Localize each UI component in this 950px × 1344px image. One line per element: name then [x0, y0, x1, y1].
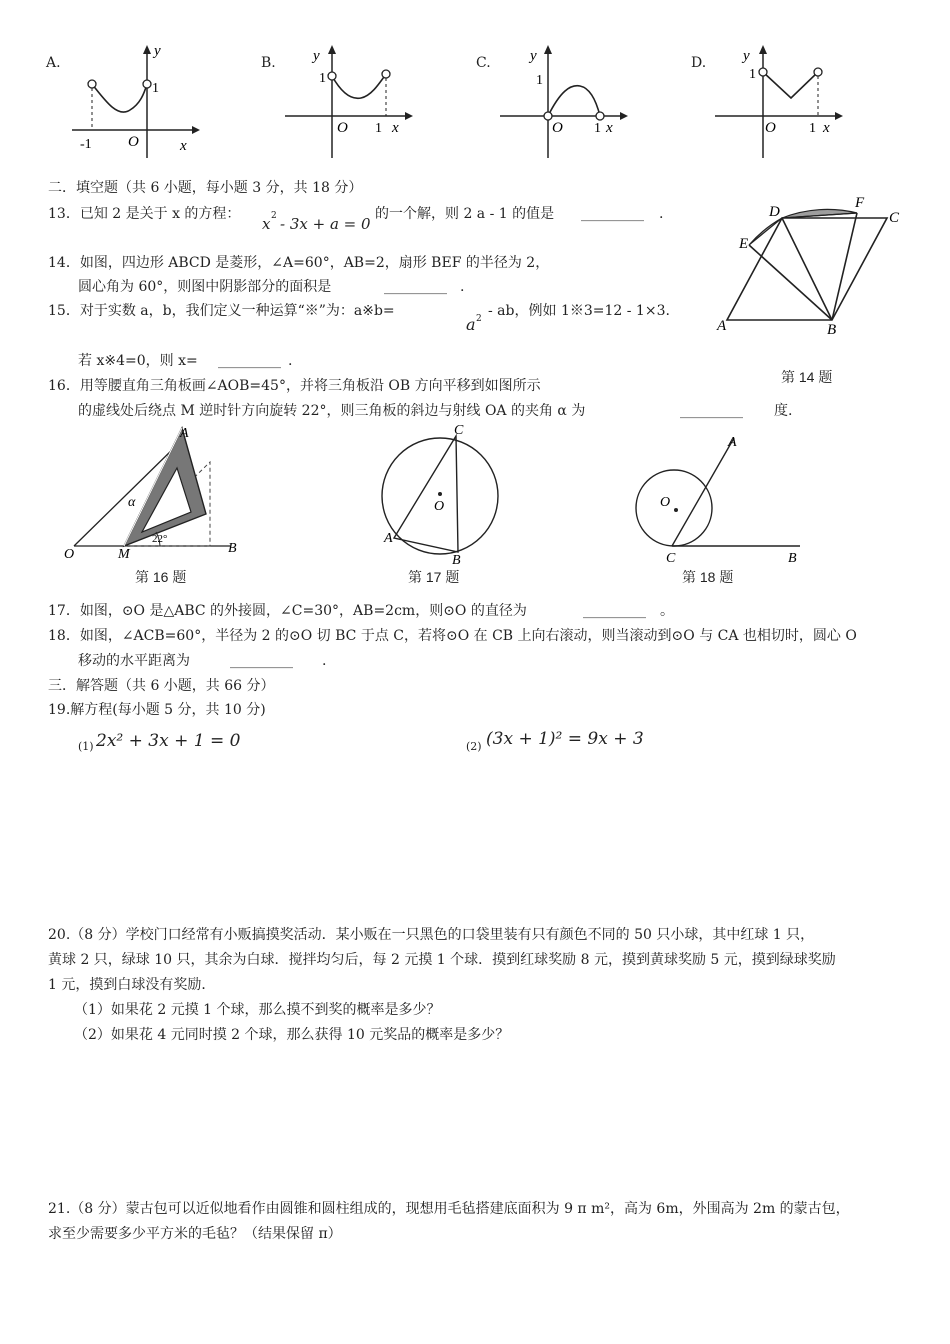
graph-c-svg — [470, 40, 640, 165]
point-label: C — [666, 551, 676, 566]
q21-line2: 求至少需要多少平方米的毛毡？（结果保留 π） — [48, 1226, 342, 1242]
point-label: O — [434, 499, 445, 514]
q15-end: . — [288, 353, 293, 369]
point-label: B — [228, 541, 237, 556]
section-title: 二．填空题（共 6 小题，每小题 3 分，共 18 分） — [48, 180, 363, 196]
figure-17 — [370, 420, 510, 590]
q19-part2 — [466, 726, 766, 754]
graph-b-svg — [255, 40, 425, 165]
origin-label: O — [128, 134, 139, 150]
q18-answer-blank[interactable]: _________ — [230, 653, 293, 669]
q19-part-label: (1) — [78, 740, 94, 753]
tick-label: 1 — [749, 67, 756, 82]
tick-label: 1 — [375, 121, 382, 136]
point-label: A — [384, 531, 393, 546]
x-axis-label: x — [180, 138, 187, 154]
q14-end: . — [460, 279, 465, 295]
q20-line2: 黄球 2 只，绿球 10 只，其余为白球．搅拌均匀后，每 2 元摸 1 个球．摸到红球奖励 8 元，摸到黄球奖励 5 元，摸到绿球奖励 — [48, 952, 836, 968]
q21-line1: 21.（8 分）蒙古包可以近似地看作由圆锥和圆柱组成的，现想用毛毡搭建底面积为 9 π m²，高为 6m，外围高为 2m 的蒙古包， — [48, 1201, 850, 1217]
question-17 — [48, 602, 748, 622]
q19-title: 19.解方程(每小题 5 分，共 10 分) — [48, 702, 266, 718]
q16-line1: 16．用等腰直角三角板画∠AOB=45°，并将三角板沿 OB 方向平移到如图所示 — [48, 378, 541, 394]
option-label: C. — [476, 55, 491, 71]
q15-text-post: - ab，例如 1※3=12 - 1×3. — [488, 303, 670, 319]
point-label: O — [64, 547, 75, 562]
q13-equation-rest: - 3x + a = 0 — [280, 215, 371, 233]
point-label: A — [717, 318, 727, 334]
q17-answer-blank[interactable]: _________ — [583, 603, 646, 619]
section-title: 三．解答题（共 6 小题，共 66 分） — [48, 678, 275, 694]
q14-line2-row — [78, 278, 498, 298]
graph-option-c — [470, 40, 640, 165]
x-axis-label: x — [823, 120, 830, 136]
q19-part-label: (2) — [466, 740, 482, 753]
figure-14-svg — [705, 190, 915, 340]
point-label: B — [452, 553, 461, 568]
x-axis-label: x — [606, 120, 613, 136]
figure-18-svg — [630, 420, 820, 570]
origin-label: O — [552, 120, 563, 136]
q13-end: . — [659, 206, 664, 222]
option-label: B. — [261, 55, 276, 71]
q13-text: 13．已知 2 是关于 x 的方程： — [48, 206, 241, 222]
q13-answer-blank[interactable]: _________ — [581, 206, 644, 222]
point-label: A — [180, 426, 189, 441]
tick-label: 1 — [594, 121, 601, 136]
graph-option-a — [40, 40, 210, 165]
question-15 — [48, 302, 708, 372]
q20-line1: 20.（8 分）学校门口经常有小贩搞摸奖活动．某小贩在一只黑色的口袋里装有只有颜色不同的 50 只小球，其中红球 1 只， — [48, 927, 815, 943]
q18-line2-row — [78, 652, 378, 672]
y-axis-label: y — [313, 48, 320, 64]
q18-line1: 18．如图，∠ACB=60°，半径为 2 的⊙O 切 BC 于点 C，若将⊙O 在 CB 上向右滚动，则当滚动到⊙O 与 CA 也相切时，圆心 O — [48, 628, 857, 644]
q13-equation-exp: 2 — [271, 211, 277, 221]
figure-caption: 第 16 题 — [135, 569, 187, 585]
q17-text: 17．如图，⊙O 是△ABC 的外接圆，∠C=30°，AB=2cm，则⊙O 的直径为 — [48, 603, 527, 619]
figure-16 — [60, 420, 250, 590]
figure-16-svg — [60, 420, 250, 570]
point-label: E — [739, 236, 749, 252]
figure-caption: 第 14 题 — [781, 369, 833, 385]
q16-end: 度. — [774, 403, 793, 419]
tick-label: 1 — [809, 121, 816, 136]
q15-formula-a: a — [466, 315, 476, 334]
q14-answer-blank[interactable]: _________ — [384, 279, 447, 295]
q20-line3: 1 元，摸到白球没有奖励． — [48, 977, 216, 993]
origin-label: O — [765, 120, 776, 136]
option-label: A. — [46, 55, 61, 71]
point-label: O — [660, 495, 671, 510]
point-label: C — [454, 423, 464, 438]
q15-text: 15．对于实数 a，b，我们定义一种运算“※”为：a※b= — [48, 303, 395, 319]
figure-caption: 第 18 题 — [682, 569, 734, 585]
origin-label: O — [337, 120, 348, 136]
point-label: B — [827, 322, 837, 338]
question-13 — [48, 203, 728, 231]
q13-equation: x — [262, 215, 271, 233]
figure-18 — [630, 420, 820, 590]
q19-part1 — [78, 728, 378, 754]
graph-a-svg — [40, 40, 210, 165]
y-axis-label: y — [154, 43, 161, 59]
point-label: B — [788, 551, 797, 566]
graph-option-b — [255, 40, 425, 165]
q15-formula-exp: 2 — [476, 314, 482, 324]
option-label: D. — [691, 55, 707, 71]
q18-end: . — [322, 653, 327, 669]
figure-17-svg — [370, 420, 510, 570]
point-label: D — [769, 204, 780, 220]
point-label: C — [889, 210, 900, 226]
q14-line2: 圆心角为 60°，则图中阴影部分的面积是 — [78, 279, 332, 295]
tick-label: -1 — [80, 137, 92, 152]
graph-option-d — [685, 40, 855, 165]
q19-equation-2: (3x + 1)² = 9x + 3 — [486, 729, 644, 749]
q19-equation-1: 2x² + 3x + 1 = 0 — [96, 731, 241, 751]
tick-label: 1 — [152, 81, 159, 96]
point-label: A — [728, 435, 737, 450]
x-axis-label: x — [392, 120, 399, 136]
q20-sub2: （2）如果花 4 元同时摸 2 个球，那么获得 10 元奖品的概率是多少？ — [74, 1027, 510, 1043]
q16-line2-row — [78, 402, 798, 422]
point-label: F — [855, 195, 865, 211]
tick-label: 1 — [536, 73, 543, 88]
y-axis-label: y — [743, 48, 750, 64]
q20-sub1: （1）如果花 2 元摸 1 个球，那么摸不到奖的概率是多少？ — [74, 1002, 441, 1018]
y-axis-label: y — [530, 48, 537, 64]
q16-line2: 的虚线处后绕点 M 逆时针方向旋转 22°，则三角板的斜边与射线 OA 的夹角 α 为 — [78, 403, 586, 419]
q17-end: 。 — [660, 603, 674, 619]
q16-answer-blank[interactable]: _________ — [680, 403, 743, 419]
q15-line2: 若 x※4=0，则 x= — [78, 353, 198, 369]
q13-text-post: 的一个解，则 2 a - 1 的值是 — [375, 206, 555, 222]
angle-label: α — [128, 495, 136, 510]
q14-line1: 14．如图，四边形 ABCD 是菱形，∠A=60°，AB=2，扇形 BEF 的半径为 2， — [48, 255, 550, 271]
graph-d-svg — [685, 40, 855, 165]
q15-answer-blank[interactable]: _________ — [218, 353, 281, 369]
angle-label: 22° — [152, 533, 168, 545]
tick-label: 1 — [319, 71, 326, 86]
q18-line2: 移动的水平距离为 — [78, 653, 190, 669]
figure-caption: 第 17 题 — [408, 569, 460, 585]
figure-14 — [705, 190, 915, 390]
point-label: M — [118, 547, 130, 562]
